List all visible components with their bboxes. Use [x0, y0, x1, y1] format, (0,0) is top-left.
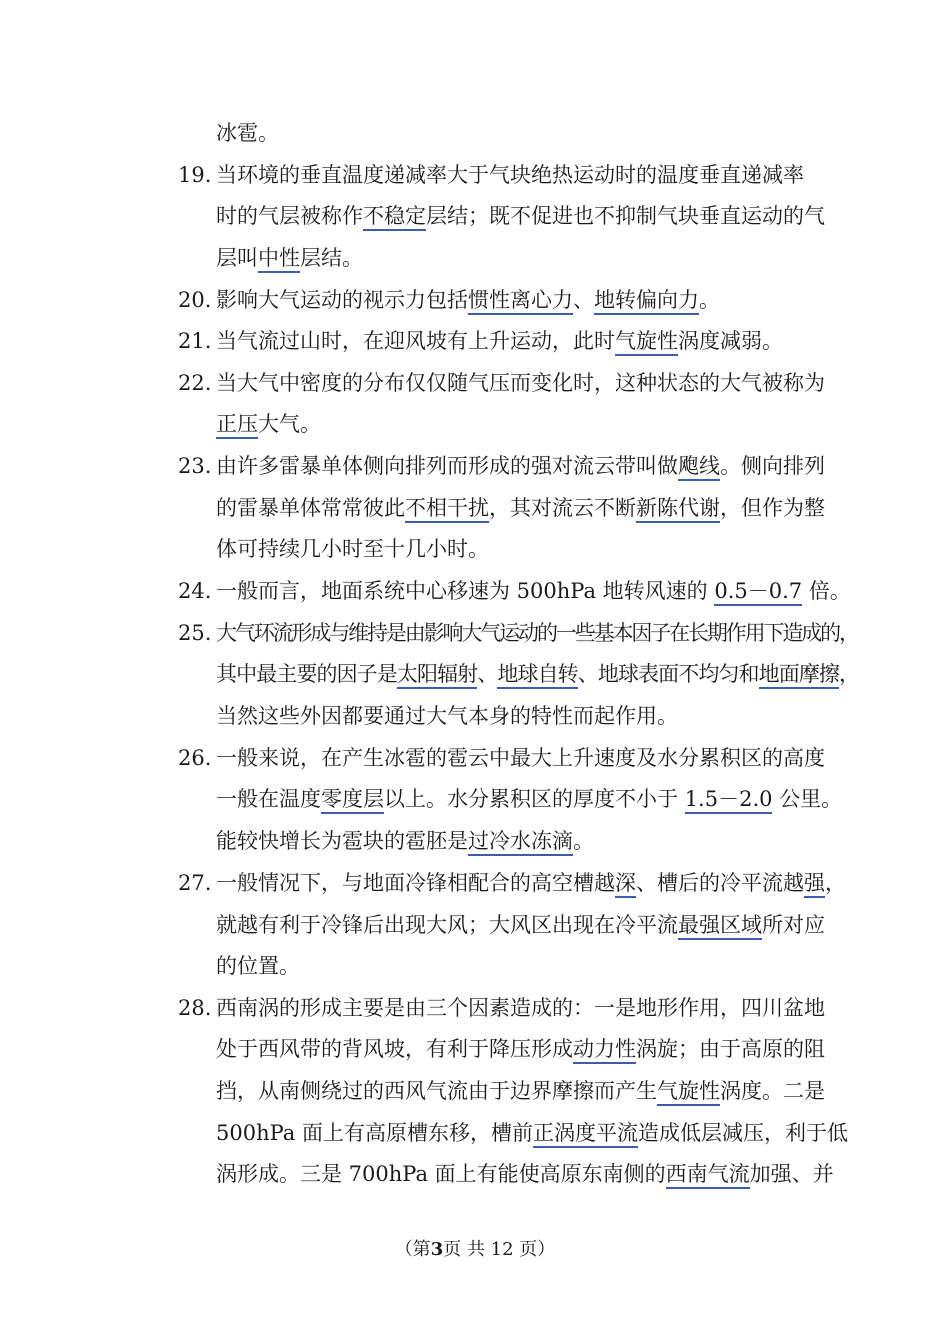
line-text: 处于西风带的背风坡，有利于降压形成	[216, 1037, 573, 1061]
line-text: 所对应	[762, 913, 825, 937]
line-text: 公里。	[772, 787, 843, 811]
text-line	[216, 659, 859, 689]
line-text: 层结；既不促进也不抑制气块垂直运动的气	[426, 204, 825, 228]
line-text: 西南涡的形成主要是由三个因素造成的：一是地形作用，四川盆地	[216, 996, 825, 1020]
answer-blank: 地转偏向力	[594, 288, 699, 315]
line-text: 造成低层减压，利于低	[638, 1121, 848, 1145]
line-text: ，其对流云不断	[489, 496, 636, 520]
line-text: 涡旋；由于高原的阻	[636, 1037, 825, 1061]
item-number: 28.	[178, 996, 212, 1020]
line-text: 当大气中密度的分布仅仅随气压而变化时，这种状态的大气被称为	[216, 371, 825, 395]
page-footer	[0, 1238, 950, 1262]
answer-blank: 1.5－2.0	[685, 787, 773, 814]
answer-blank: 不相干扰	[405, 496, 489, 523]
text-line	[216, 784, 842, 814]
text-line	[216, 1159, 834, 1189]
line-text: 。	[699, 288, 720, 312]
answer-blank: 零度层	[321, 787, 384, 814]
text-line	[216, 285, 720, 315]
line-text: 就越有利于冷锋后出现大风；大风区出现在冷平流	[216, 913, 678, 937]
text-line	[216, 493, 825, 523]
line-text: 倍。	[802, 579, 851, 603]
line-text: 加强、并	[749, 1162, 834, 1186]
line-text: 挡，从南侧绕过的西风气流由于边界摩擦而产生	[216, 1079, 657, 1103]
text-line	[216, 576, 851, 606]
line-text: 。侧向排列	[720, 454, 825, 478]
line-text: 涡度减弱。	[678, 329, 783, 353]
text-line	[216, 243, 363, 273]
text-line	[216, 826, 594, 856]
line-text: 时的气层被称作	[216, 204, 363, 228]
line-text: 、	[573, 288, 594, 312]
line-text: 涡度。二是	[720, 1079, 825, 1103]
answer-blank: 惯性离心力	[468, 288, 573, 315]
item-number: 27.	[178, 871, 212, 895]
item-number: 21.	[178, 329, 212, 353]
line-text: 一般而言，地面系统中心移速为 500hPa 地转风速的	[216, 579, 715, 603]
line-text: 当气流过山时，在迎风坡有上升运动，此时	[216, 329, 615, 353]
text-line	[216, 118, 279, 148]
answer-blank: 气旋性	[657, 1079, 720, 1106]
line-text: 一般在温度	[216, 787, 321, 811]
text-line	[216, 326, 783, 356]
text-line	[216, 1076, 825, 1106]
answer-blank: 不稳定	[363, 204, 426, 231]
text-line	[216, 201, 825, 231]
line-text: 、	[477, 662, 498, 686]
answer-blank: 最强区域	[678, 913, 762, 940]
text-line	[216, 1118, 848, 1148]
line-text: 。	[573, 829, 594, 853]
text-line	[216, 368, 825, 398]
footer-prefix: （第	[394, 1239, 431, 1260]
line-text: 当然这些外因都要通过大气本身的特性而起作用。	[216, 704, 678, 728]
answer-blank: 正压	[216, 412, 258, 439]
text-line	[216, 1034, 825, 1064]
text-line	[216, 868, 846, 898]
item-number: 24.	[178, 579, 212, 603]
line-text: 500hPa 面上有高原槽东移，槽前	[216, 1121, 533, 1145]
item-number: 23.	[178, 454, 212, 478]
line-text: 当环境的垂直温度递减率大于气块绝热运动时的温度垂直递减率	[216, 163, 804, 187]
line-text: 由许多雷暴单体侧向排列而形成的强对流云带叫做	[216, 454, 678, 478]
answer-blank: 动力性	[573, 1037, 636, 1064]
line-text: 、槽后的冷平流越	[636, 871, 804, 895]
item-number: 19.	[178, 163, 212, 187]
line-text: 一般情况下，与地面冷锋相配合的高空槽越	[216, 871, 615, 895]
text-line	[216, 701, 678, 731]
footer-total: 页 共 12 页）	[443, 1239, 556, 1260]
line-text: 层结。	[300, 246, 363, 270]
footer-page-number: 3	[430, 1239, 444, 1260]
answer-blank: 西南气流	[666, 1162, 750, 1189]
answer-blank: 气旋性	[615, 329, 678, 356]
answer-blank: 过冷水冻滴	[468, 829, 573, 856]
line-text: ，	[839, 662, 860, 686]
line-text: 大气。	[258, 412, 321, 436]
line-text: 其中最主要的因子是	[216, 662, 397, 686]
answer-blank: 强	[804, 871, 825, 898]
answer-blank: 中性	[258, 246, 300, 273]
text-line	[216, 951, 300, 981]
item-number: 25.	[178, 621, 212, 645]
line-text: 能较快增长为雹块的雹胚是	[216, 829, 468, 853]
answer-blank: 正涡度平流	[533, 1121, 638, 1148]
line-text: 体可持续几小时至十几小时。	[216, 537, 489, 561]
line-text: 涡形成。三是 700hPa 面上有能使高原东南侧的	[216, 1162, 666, 1186]
line-text: 层叫	[216, 246, 258, 270]
answer-blank: 地球自转	[497, 662, 577, 689]
item-number: 26.	[178, 746, 212, 770]
text-line	[216, 910, 825, 940]
line-text: 冰雹。	[216, 121, 279, 145]
answer-blank: 0.5－0.7	[714, 579, 802, 606]
text-line	[216, 534, 489, 564]
line-text: ，	[825, 871, 846, 895]
line-text: 的雷暴单体常常彼此	[216, 496, 405, 520]
line-text: 的位置。	[216, 954, 300, 978]
answer-blank: 深	[615, 871, 636, 898]
answer-blank: 太阳辐射	[397, 662, 477, 689]
answer-blank: 地面摩擦	[759, 662, 839, 689]
item-number: 20.	[178, 288, 212, 312]
line-text: 一般来说，在产生冰雹的雹云中最大上升速度及水分累积区的高度	[216, 746, 825, 770]
line-text: 、地球表面不均匀和	[577, 662, 759, 686]
answer-blank: 新陈代谢	[636, 496, 720, 523]
line-text: 以上。水分累积区的厚度不小于	[384, 787, 685, 811]
text-line	[216, 451, 825, 481]
text-line	[216, 160, 804, 190]
text-line	[216, 409, 321, 439]
text-line	[216, 618, 858, 648]
text-line	[216, 743, 825, 773]
answer-blank: 飑线	[678, 454, 720, 481]
line-text: ，但作为整	[720, 496, 825, 520]
text-line	[216, 993, 825, 1023]
line-text: 影响大气运动的视示力包括	[216, 288, 468, 312]
line-text: 大气环流形成与维持是由影响大气运动的一些基本因子在长期作用下造成的，	[216, 621, 858, 645]
item-number: 22.	[178, 371, 212, 395]
